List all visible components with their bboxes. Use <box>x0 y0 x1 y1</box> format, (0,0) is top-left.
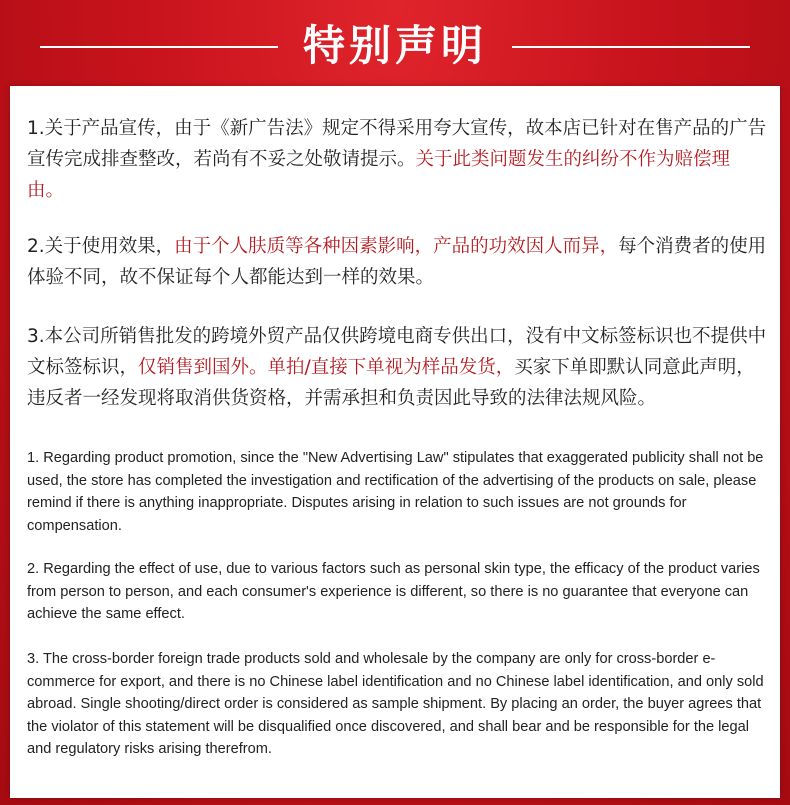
chinese-paragraph-2 <box>27 231 767 293</box>
zh-p1-highlight: 关于此类问题发生的纠纷不作为赔偿理由。 <box>27 149 731 201</box>
header-banner <box>0 0 790 88</box>
chinese-paragraph-3 <box>27 321 767 414</box>
page-title: 特别声明 <box>302 21 487 70</box>
zh-p2-highlight: 由于个人肤质等各种因素影响，产品的功效因人而异， <box>174 236 619 257</box>
statement-card <box>10 86 780 798</box>
zh-p3-text-a: 3.本公司所销售批发的跨境外贸产品仅供跨境电商专供出口，没有中文标签标识也不提供中文标签标识， <box>27 326 767 378</box>
title-divider-right <box>512 46 750 48</box>
zh-p3-highlight: 仅销售到国外。单拍/直接下单视为样品发货， <box>138 357 515 378</box>
zh-p3-text-c: 买家下单即默认同意此声明，违反者一经发现将取消供货资格，并需承担和负责因此导致的法律法规风险。 <box>27 357 755 409</box>
chinese-paragraph-1 <box>27 113 767 206</box>
english-paragraph-3: 3. The cross-border foreign trade products sold and wholesale by the company are only for cross-border e-commerce for export, and there is no Chinese label identification and no Chinese label identification, and only sold abroad. Single shooting/direct order is considered as sample shipment. By placing an order, the buyer agrees that the violator of this statement will be disqualified once discovered, and shall bear and be responsible for the legal and regulatory risks arising therefrom. <box>27 651 764 757</box>
zh-p2-text-a: 2.关于使用效果， <box>27 236 175 257</box>
english-paragraph-2: 2. Regarding the effect of use, due to various factors such as personal skin type, the efficacy of the product varies from person to person, and each consumer's experience is different, so there is no guarantee that everyone can achieve the same effect. <box>27 561 760 622</box>
zh-p1-text: 1.关于产品宣传，由于《新广告法》规定不得采用夸大宣传，故本店已针对在售产品的广告宣传完成排查整改，若尚有不妥之处敬请提示。 <box>27 118 767 170</box>
english-paragraph-1: 1. Regarding product promotion, since the "New Advertising Law" stipulates that exaggerated publicity shall not be used, the store has completed the investigation and rectification of the advertising of the products on sale, please remind if there is anything inappropriate. Disputes arising in relation to such issues are not grounds for compensation. <box>27 450 764 534</box>
zh-p2-text-c: 每个消费者的使用体验不同，故不保证每个人都能达到一样的效果。 <box>27 236 767 288</box>
